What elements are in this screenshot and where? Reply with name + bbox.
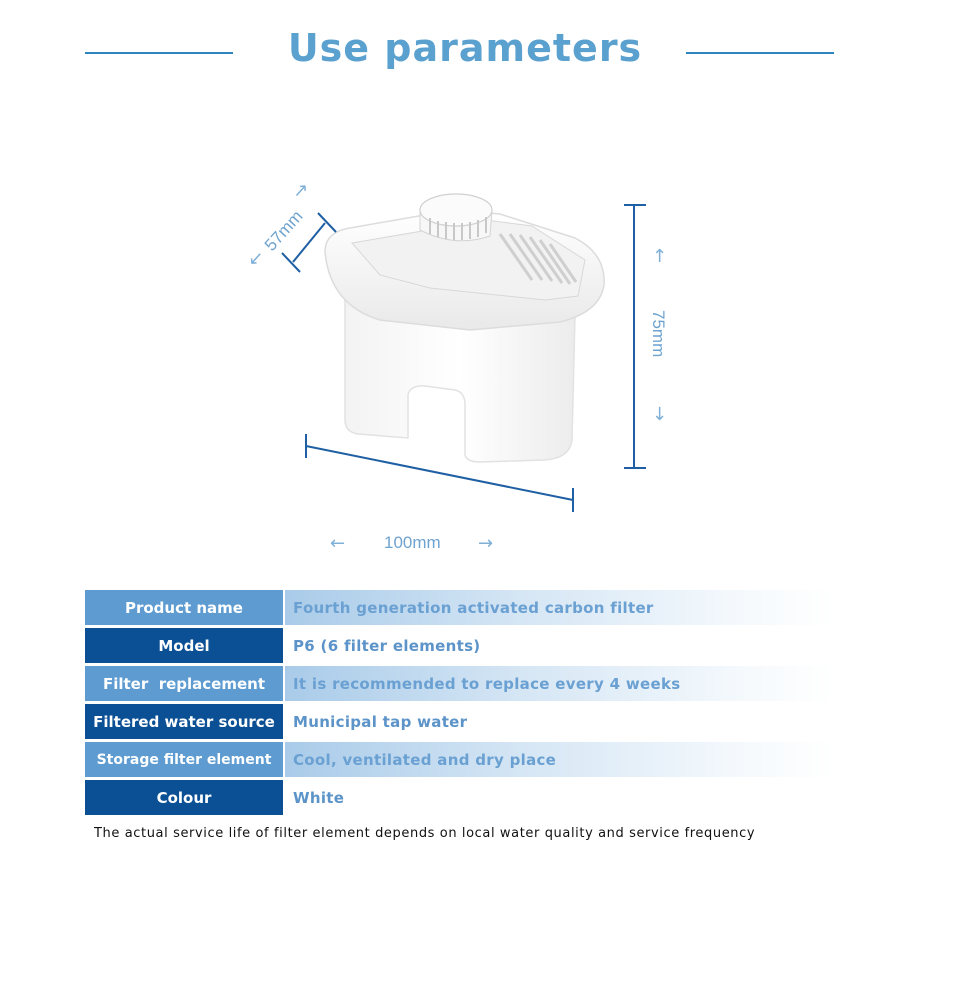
spec-row-model (85, 628, 835, 663)
spec-value: Fourth generation activated carbon filter (285, 590, 835, 625)
svg-text:←: ← (243, 246, 269, 272)
height-dimension (624, 205, 668, 468)
spec-value: Municipal tap water (285, 704, 835, 739)
spec-label: Filter replacement (85, 666, 283, 701)
spec-row-water-source (85, 704, 835, 739)
depth-label: 57mm (260, 206, 307, 255)
spec-row-colour (85, 780, 835, 815)
page-title: Use parameters (287, 26, 643, 70)
filter-cartridge-image (325, 194, 604, 462)
spec-row-filter-replacement (85, 666, 835, 701)
spec-value: White (285, 780, 835, 815)
svg-text:→: → (478, 533, 494, 554)
spec-value: It is recommended to replace every 4 weeks (285, 666, 835, 701)
spec-table (85, 590, 835, 818)
spec-label: Filtered water source (85, 704, 283, 739)
height-label: 75mm (649, 310, 668, 358)
spec-label: Product name (85, 590, 283, 625)
spec-label: Storage filter element (85, 742, 283, 777)
svg-text:←: ← (330, 533, 346, 554)
svg-text:↑: ↑ (652, 246, 668, 267)
spec-value: P6 (6 filter elements) (285, 628, 835, 663)
spec-row-product-name (85, 590, 835, 625)
spec-label: Model (85, 628, 283, 663)
spec-label: Colour (85, 780, 283, 815)
svg-text:↓: ↓ (652, 404, 668, 425)
width-label: 100mm (384, 533, 441, 552)
depth-dimension (243, 178, 336, 272)
svg-text:→: → (288, 178, 314, 204)
footnote: The actual service life of filter element depends on local water quality and service frequency (94, 826, 756, 841)
spec-value: Cool, ventilated and dry place (285, 742, 835, 777)
spec-row-storage (85, 742, 835, 777)
